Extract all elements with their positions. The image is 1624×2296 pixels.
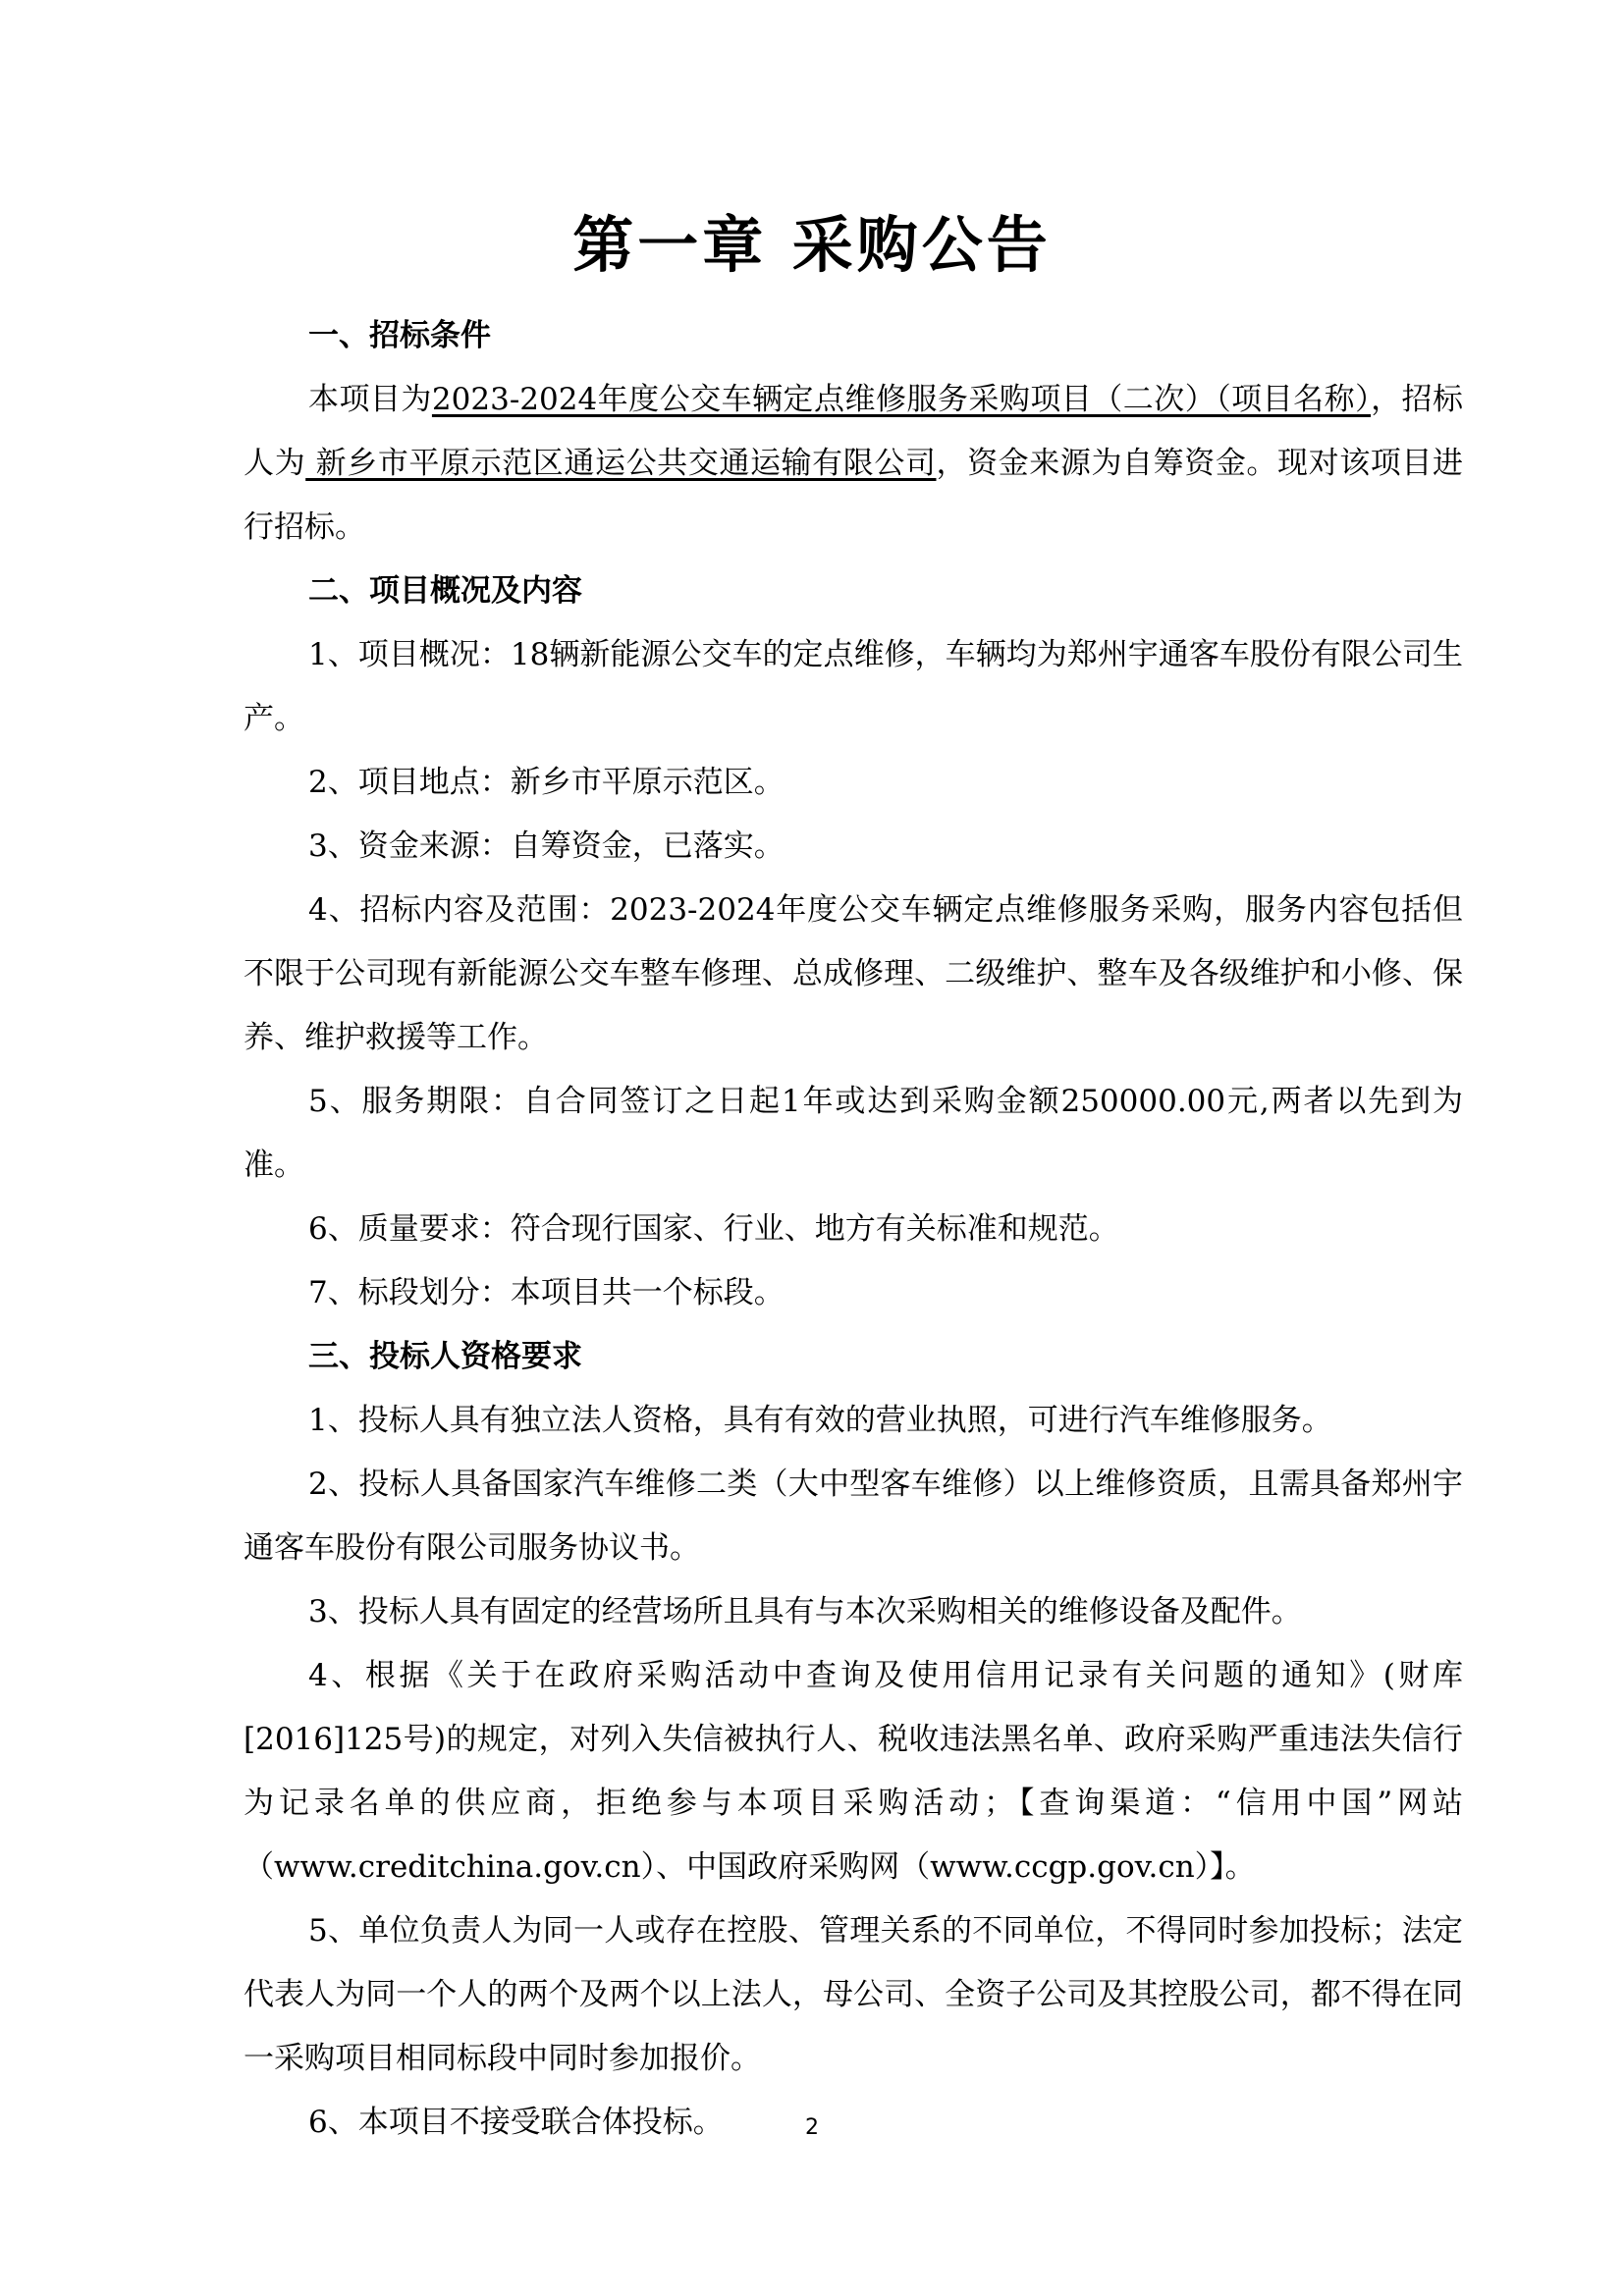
overview-item: 1、项目概况：18辆新能源公交车的定点维修，车辆均为郑州宇通客车股份有限公司生产。 bbox=[244, 637, 1463, 736]
page-number: 2 bbox=[805, 2115, 819, 2140]
project-name: 2023-2024年度公交车辆定点维修服务采购项目（二次）（项目名称） bbox=[431, 382, 1372, 417]
qualification-item: 3、投标人具有固定的经营场所且具有与本次采购相关的维修设备及配件。 bbox=[308, 1594, 1302, 1629]
qualification-item: 2、投标人具备国家汽车维修二类（大中型客车维修）以上维修资质，且需具备郑州宇通客车股份有限公司服务协议书。 bbox=[244, 1467, 1463, 1566]
overview-item: 7、标段划分：本项目共一个标段。 bbox=[308, 1275, 785, 1310]
document-body bbox=[244, 304, 1463, 2155]
overview-item: 5、服务期限：自合同签订之日起1年或达到采购金额250000.00元,两者以先到为准。 bbox=[244, 1084, 1463, 1183]
overview-item: 4、招标内容及范围：2023-2024年度公交车辆定点维修服务采购，服务内容包括但不限于公司现有新能源公交车整车修理、总成修理、二级维护、整车及各级维护和小修、保养、维护救援等工作。 bbox=[244, 892, 1463, 1055]
overview-item: 3、资金来源：自筹资金，已落实。 bbox=[308, 828, 785, 864]
section-heading-project-overview: 二、项目概况及内容 bbox=[308, 573, 582, 609]
qualification-item: 6、本项目不接受联合体投标。 bbox=[308, 2105, 724, 2140]
text-segment: 本项目为 bbox=[308, 382, 432, 417]
bidding-conditions-paragraph bbox=[244, 368, 1463, 560]
chapter-title: 第一章 采购公告 bbox=[572, 209, 1052, 281]
tenderer-name: 新乡市平原示范区通运公共交通运输有限公司 bbox=[305, 446, 937, 481]
qualification-item: 5、单位负责人为同一人或存在控股、管理关系的不同单位，不得同时参加投标；法定代表人为同一个人的两个及两个以上法人，母公司、全资子公司及其控股公司，都不得在同一采购项目相同标段中同时参加报价。 bbox=[244, 1913, 1463, 2076]
text-segment: ，资金来源为自筹资金。现对该项目进行招标。 bbox=[244, 446, 1463, 545]
section-heading-bidding-conditions: 一、招标条件 bbox=[308, 318, 491, 353]
section-heading-bidder-qualifications: 三、投标人资格要求 bbox=[308, 1339, 582, 1374]
overview-item: 6、质量要求：符合现行国家、行业、地方有关标准和规范。 bbox=[308, 1211, 1119, 1247]
qualification-item: 1、投标人具有独立法人资格，具有有效的营业执照，可进行汽车维修服务。 bbox=[308, 1403, 1332, 1438]
overview-item: 2、项目地点：新乡市平原示范区。 bbox=[308, 765, 785, 800]
text-segment: ，招标人为 bbox=[244, 382, 1464, 481]
qualification-item: 4、根据《关于在政府采购活动中查询及使用信用记录有关问题的通知》(财库[2016]125号)的规定，对列入失信被执行人、税收违法黑名单、政府采购严重违法失信行为记录名单的供应商，拒绝参与本项目采购活动；【查询渠道：“信用中国”网站（www.creditchina.gov.cn）、中国政府采购网（www.ccgp.gov.cn）】。 bbox=[244, 1658, 1463, 1885]
